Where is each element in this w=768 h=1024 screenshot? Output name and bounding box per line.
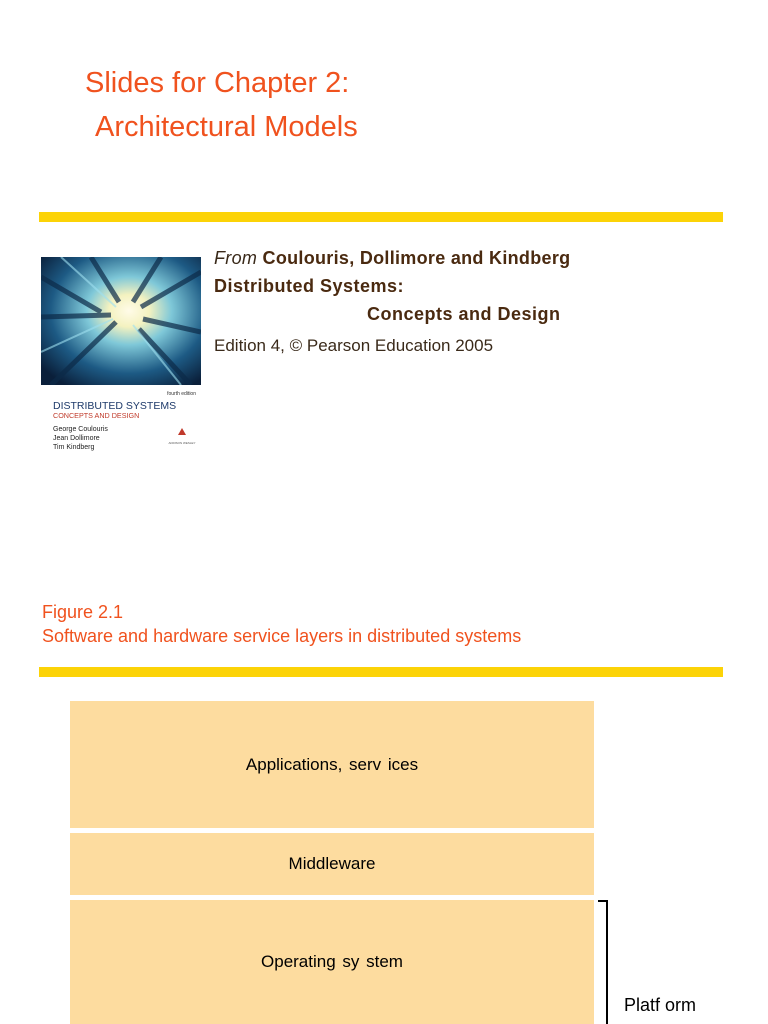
- source-authors-line: [214, 248, 570, 269]
- cover-art: [41, 257, 201, 455]
- layer-middleware-label: Middleware: [288, 854, 376, 873]
- cover-author: Jean Dollimore: [53, 435, 100, 442]
- book-title-line-2: Concepts and Design: [367, 304, 561, 324]
- layer-operating-system: [70, 900, 594, 1024]
- cover-title: DISTRIBUTED SYSTEMS: [53, 400, 177, 412]
- platform-bracket: [596, 896, 616, 1024]
- cover-edition-label: fourth edition: [167, 391, 196, 397]
- slide-title-line-2: Architectural Models: [95, 111, 358, 143]
- platform-label: Platf orm: [624, 995, 697, 1015]
- source-authors: Coulouris, Dollimore and Kindberg: [262, 248, 571, 268]
- book-cover-image: [41, 257, 201, 455]
- figure-number: Figure 2.1: [42, 602, 124, 622]
- cover-publisher: ADDISON WESLEY: [168, 441, 196, 445]
- layer-middleware: [70, 833, 594, 895]
- cover-author: George Coulouris: [53, 426, 108, 433]
- layer-operating-system-label: Operating sy stem: [261, 952, 403, 971]
- layer-applications-label: Applications, serv ices: [245, 754, 419, 774]
- slide-title-line-1: Slides for Chapter 2:: [85, 67, 350, 99]
- cover-subtitle: CONCEPTS AND DESIGN: [53, 411, 140, 420]
- figure-caption: Software and hardware service layers in distributed systems: [42, 626, 522, 646]
- top-divider-rule: [39, 212, 723, 222]
- layer-applications: [70, 701, 594, 828]
- book-title-line-1: Distributed Systems:: [214, 276, 405, 296]
- cover-author: Tim Kindberg: [53, 444, 95, 451]
- from-word: From: [214, 248, 258, 268]
- figure-divider-rule: [39, 667, 723, 677]
- edition-text: Edition 4, © Pearson Education 2005: [214, 336, 494, 355]
